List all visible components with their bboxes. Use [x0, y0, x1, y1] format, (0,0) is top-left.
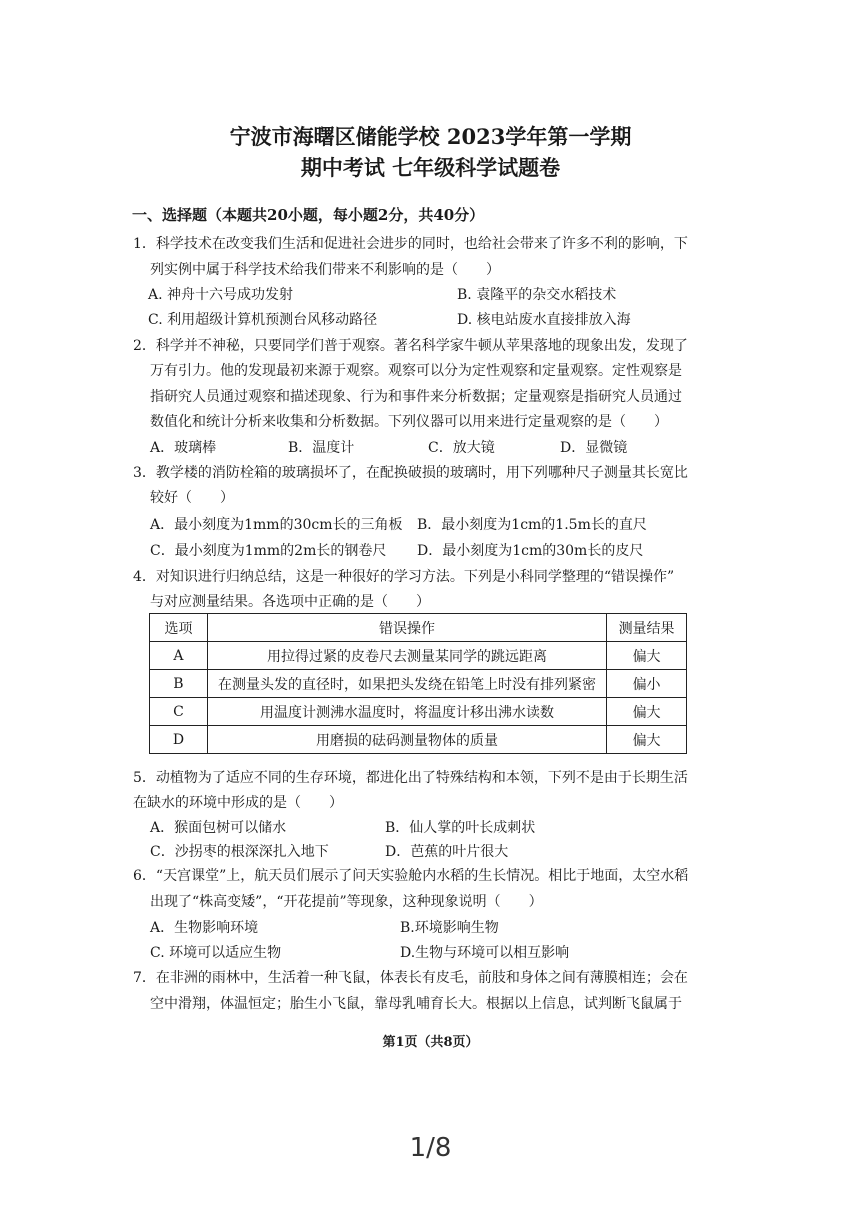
question-2-option-c: C．放大镜	[428, 440, 495, 456]
question-3-option-c: C．最小刻度为1mm的2m长的钢卷尺	[150, 543, 387, 559]
table-cell: 偏大	[607, 726, 687, 754]
question-2-option-a: A．玻璃棒	[150, 440, 217, 456]
table-row	[150, 670, 687, 698]
question-1-option-d: D. 核电站废水直接排放入海	[457, 312, 631, 328]
question-7-line-1: 7．在非洲的雨林中，生活着一种飞鼠，体表长有皮毛，前肢和身体之间有薄膜相连；会在	[133, 970, 688, 986]
question-1-option-a: A. 神舟十六号成功发射	[148, 287, 294, 303]
question-3-line-1: 3．教学楼的消防栓箱的玻璃损坏了，在配换破损的玻璃时，用下列哪种尺子测量其长宽比	[133, 465, 688, 481]
table-cell: 在测量头发的直径时，如果把头发绕在铅笔上时没有排列紧密	[207, 670, 606, 698]
question-5-option-c: C．沙拐枣的根深深扎入地下	[150, 844, 329, 860]
question-1-option-b: B. 袁隆平的杂交水稻技术	[457, 287, 617, 303]
table-cell: C	[150, 698, 208, 726]
table-header-cell: 选项	[150, 614, 208, 642]
table-cell: 用拉得过紧的皮卷尺去测量某同学的跳远距离	[207, 642, 606, 670]
question-3-option-a: A．最小刻度为1mm的30cm长的三角板	[150, 517, 403, 533]
table-row	[150, 642, 687, 670]
question-5-option-b: B．仙人掌的叶长成刺状	[385, 820, 536, 836]
question-2-line-3: 指研究人员通过观察和描述现象、行为和事件来分析数据；定量观察是指研究人员通过	[150, 389, 682, 405]
table-cell: D	[150, 726, 208, 754]
question-2-option-b: B．温度计	[288, 440, 355, 456]
question-3-option-b: B．最小刻度为1cm的1.5m长的直尺	[417, 517, 647, 533]
table-header-row	[150, 614, 687, 642]
table-cell: 偏大	[607, 698, 687, 726]
table-header-cell: 测量结果	[607, 614, 687, 642]
question-3-option-d: D．最小刻度为1cm的30m长的皮尺	[417, 543, 644, 559]
page-footer: 第1页（共8页）	[382, 1035, 479, 1050]
section-heading: 一、选择题（本题共20小题，每小题2分，共40分）	[132, 206, 485, 224]
question-4-line-1: 4．对知识进行归纳总结，这是一种很好的学习方法。下列是小科同学整理的“错误操作”	[133, 569, 675, 585]
page-subtitle: 期中考试 七年级科学试题卷	[300, 155, 561, 180]
question-6-line-1: 6．“天宫课堂”上，航天员们展示了问天实验舱内水稻的生长情况。相比于地面，太空水稻	[133, 868, 689, 884]
question-2-line-4: 数值化和统计分析来收集和分析数据。下列仪器可以用来进行定量观察的是（ ）	[150, 414, 668, 430]
question-1-line-2: 列实例中属于科学技术给我们带来不利影响的是（ ）	[150, 262, 500, 278]
table-cell: 偏大	[607, 642, 687, 670]
question-4-line-2: 与对应测量结果。各选项中正确的是（ ）	[150, 594, 430, 610]
page-indicator: 1/8	[409, 1133, 452, 1163]
table-cell: 偏小	[607, 670, 687, 698]
question-1-line-1: 1．科学技术在改变我们生活和促进社会进步的同时，也给社会带来了许多不利的影响，下	[133, 236, 688, 252]
question-2-line-2: 万有引力。他的发现最初来源于观察。观察可以分为定性观察和定量观察。定性观察是	[150, 363, 682, 379]
question-6-option-b: B.环境影响生物	[400, 920, 499, 936]
table-row	[150, 726, 687, 754]
question-6-option-d: D.生物与环境可以相互影响	[400, 945, 570, 961]
question-5-line-1: 5．动植物为了适应不同的生存环境，都进化出了特殊结构和本领，下列不是由于长期生活	[133, 770, 688, 786]
table-cell: B	[150, 670, 208, 698]
question-3-line-2: 较好（ ）	[150, 490, 234, 506]
table-cell: 用磨损的砝码测量物体的质量	[207, 726, 606, 754]
question-2-option-d: D．显微镜	[560, 440, 628, 456]
question-5-option-d: D．芭蕉的叶片很大	[385, 844, 509, 860]
table-cell: 用温度计测沸水温度时，将温度计移出沸水读数	[207, 698, 606, 726]
error-operation-table	[149, 613, 687, 754]
question-6-option-c: C. 环境可以适应生物	[150, 945, 282, 961]
table-header-cell: 错误操作	[207, 614, 606, 642]
question-1-option-c: C. 利用超级计算机预测台风移动路径	[148, 312, 378, 328]
question-6-option-a: A．生物影响环境	[150, 920, 259, 936]
question-5-option-a: A．猴面包树可以储水	[150, 820, 287, 836]
question-2-line-1: 2．科学并不神秘，只要同学们普于观察。著名科学家牛顿从苹果落地的现象出发，发现了	[133, 338, 688, 354]
page-title: 宁波市海曙区储能学校 2023学年第一学期	[229, 124, 632, 149]
question-6-line-2: 出现了“株高变矮”，“开花提前”等现象，这种现象说明（ ）	[150, 894, 543, 910]
question-7-line-2: 空中滑翔，体温恒定；胎生小飞鼠，靠母乳哺育长大。根据以上信息，试判断飞鼠属于	[150, 996, 682, 1012]
table-cell: A	[150, 642, 208, 670]
question-5-line-2: 在缺水的环境中形成的是（ ）	[133, 795, 343, 811]
table-row	[150, 698, 687, 726]
